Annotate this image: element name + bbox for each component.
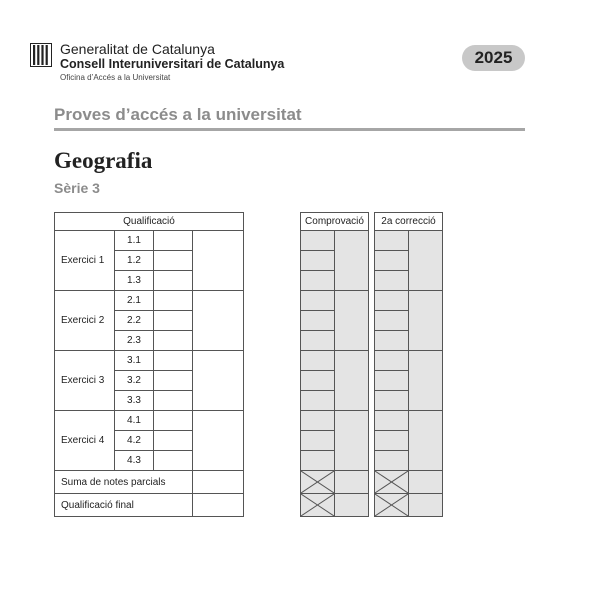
part-label: 1.1 <box>115 231 154 251</box>
exercise-score-cell[interactable] <box>193 351 244 411</box>
cross-icon <box>375 494 408 516</box>
check-cell[interactable] <box>301 251 335 271</box>
check-header: Comprovació <box>301 213 369 231</box>
year-badge: 2025 <box>462 45 525 71</box>
part-label: 1.2 <box>115 251 154 271</box>
subject-title: Geografia <box>54 148 153 173</box>
part-label: 4.2 <box>115 431 154 451</box>
part-score-cell[interactable] <box>154 431 193 451</box>
second-correction-table <box>374 212 443 517</box>
crossed-cell <box>375 471 409 494</box>
check-exercise-cell[interactable] <box>335 351 369 411</box>
check-cell[interactable] <box>301 331 335 351</box>
crossed-cell <box>375 494 409 517</box>
check-exercise-cell[interactable] <box>335 231 369 291</box>
second-exercise-cell[interactable] <box>409 351 443 411</box>
check-cell[interactable] <box>301 351 335 371</box>
second-exercise-cell[interactable] <box>409 291 443 351</box>
part-label: 1.3 <box>115 271 154 291</box>
part-score-cell[interactable] <box>154 371 193 391</box>
exam-title: Proves d’accés a la universitat <box>54 105 302 124</box>
part-label: 3.3 <box>115 391 154 411</box>
part-score-cell[interactable] <box>154 451 193 471</box>
check-cell[interactable] <box>301 231 335 251</box>
catalan-flag-logo-icon <box>30 43 52 67</box>
part-label: 3.1 <box>115 351 154 371</box>
exercise-score-cell[interactable] <box>193 291 244 351</box>
exercise-label: Exercici 2 <box>55 291 115 351</box>
part-label: 2.2 <box>115 311 154 331</box>
part-score-cell[interactable] <box>154 391 193 411</box>
second-final-cell[interactable] <box>409 494 443 517</box>
part-score-cell[interactable] <box>154 251 193 271</box>
second-cell[interactable] <box>375 251 409 271</box>
cross-icon <box>375 471 408 493</box>
check-cell[interactable] <box>301 451 335 471</box>
check-cell[interactable] <box>301 431 335 451</box>
part-score-cell[interactable] <box>154 311 193 331</box>
part-label: 2.1 <box>115 291 154 311</box>
second-cell[interactable] <box>375 291 409 311</box>
table-row <box>55 231 244 251</box>
exercise-label: Exercici 4 <box>55 411 115 471</box>
check-cell[interactable] <box>301 271 335 291</box>
org-name-consell: Consell Interuniversitari de Catalunya <box>60 57 285 71</box>
check-sum-cell[interactable] <box>335 471 369 494</box>
second-cell[interactable] <box>375 311 409 331</box>
second-sum-cell[interactable] <box>409 471 443 494</box>
crossed-cell <box>301 471 335 494</box>
part-score-cell[interactable] <box>154 271 193 291</box>
second-cell[interactable] <box>375 451 409 471</box>
exercise-label: Exercici 1 <box>55 231 115 291</box>
title-divider <box>54 128 525 131</box>
table-row <box>55 411 244 431</box>
exercise-score-cell[interactable] <box>193 411 244 471</box>
cross-icon <box>301 471 334 493</box>
second-cell[interactable] <box>375 371 409 391</box>
grading-table <box>54 212 244 517</box>
check-table <box>300 212 369 517</box>
second-cell[interactable] <box>375 391 409 411</box>
part-label: 2.3 <box>115 331 154 351</box>
sum-label: Suma de notes parcials <box>55 471 193 494</box>
cross-icon <box>301 494 334 516</box>
check-cell[interactable] <box>301 371 335 391</box>
second-cell[interactable] <box>375 431 409 451</box>
check-exercise-cell[interactable] <box>335 411 369 471</box>
part-score-cell[interactable] <box>154 291 193 311</box>
second-cell[interactable] <box>375 271 409 291</box>
part-score-cell[interactable] <box>154 351 193 371</box>
check-cell[interactable] <box>301 391 335 411</box>
check-cell[interactable] <box>301 291 335 311</box>
grading-header: Qualificació <box>55 213 244 231</box>
serie-label: Sèrie 3 <box>54 180 100 196</box>
check-cell[interactable] <box>301 411 335 431</box>
table-row <box>55 494 244 517</box>
sum-score-cell[interactable] <box>193 471 244 494</box>
exercise-score-cell[interactable] <box>193 231 244 291</box>
part-score-cell[interactable] <box>154 231 193 251</box>
second-cell[interactable] <box>375 351 409 371</box>
table-row <box>55 471 244 494</box>
exercise-label: Exercici 3 <box>55 351 115 411</box>
table-row <box>55 351 244 371</box>
check-final-cell[interactable] <box>335 494 369 517</box>
crossed-cell <box>301 494 335 517</box>
final-label: Qualificació final <box>55 494 193 517</box>
part-label: 4.3 <box>115 451 154 471</box>
org-name-generalitat: Generalitat de Catalunya <box>60 41 215 57</box>
final-score-cell[interactable] <box>193 494 244 517</box>
second-cell[interactable] <box>375 231 409 251</box>
part-label: 4.1 <box>115 411 154 431</box>
second-header: 2a correcció <box>375 213 443 231</box>
part-label: 3.2 <box>115 371 154 391</box>
second-exercise-cell[interactable] <box>409 231 443 291</box>
second-cell[interactable] <box>375 411 409 431</box>
part-score-cell[interactable] <box>154 411 193 431</box>
second-exercise-cell[interactable] <box>409 411 443 471</box>
second-cell[interactable] <box>375 331 409 351</box>
part-score-cell[interactable] <box>154 331 193 351</box>
table-row <box>55 291 244 311</box>
check-exercise-cell[interactable] <box>335 291 369 351</box>
org-name-oficina: Oficina d’Accés a la Universitat <box>60 73 171 82</box>
check-cell[interactable] <box>301 311 335 331</box>
